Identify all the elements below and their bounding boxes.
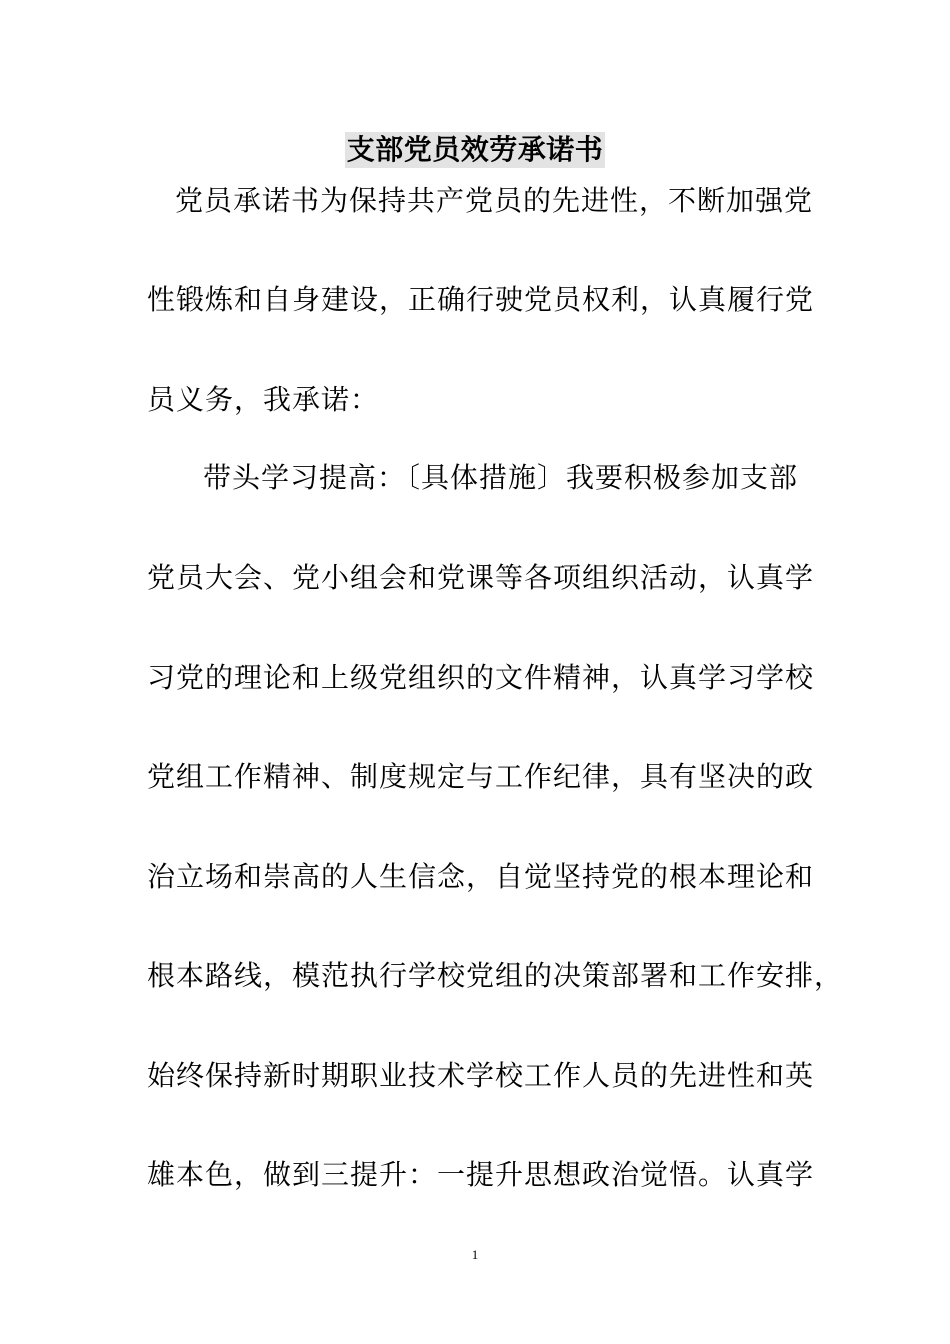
body-line-1: 党员承诺书为保持共产党员的先进性，不断加强党 xyxy=(175,184,814,217)
body-line-2: 性锻炼和自身建设，正确行驶党员权利，认真履行党 xyxy=(147,283,815,316)
body-line-11: 雄本色，做到三提升：一提升思想政治觉悟。认真学 xyxy=(147,1158,815,1191)
body-line-10: 始终保持新时期职业技术学校工作人员的先进性和英 xyxy=(147,1059,815,1092)
body-line-6: 习党的理论和上级党组织的文件精神，认真学习学校 xyxy=(147,661,815,694)
body-line-3: 员义务，我承诺： xyxy=(147,383,380,416)
body-line-9: 根本路线，模范执行学校党组的决策部署和工作安排， xyxy=(147,959,844,992)
body-line-4: 带头学习提高：〔具体措施〕我要积极参加支部 xyxy=(203,461,799,494)
page-number: 1 xyxy=(471,1247,479,1262)
body-line-5: 党员大会、党小组会和党课等各项组织活动，认真学 xyxy=(147,561,815,594)
title-container xyxy=(0,132,950,168)
document-title: 支部党员效劳承诺书 xyxy=(346,133,604,166)
body-line-8: 治立场和崇高的人生信念，自觉坚持党的根本理论和 xyxy=(147,860,815,893)
body-line-7: 党组工作精神、制度规定与工作纪律，具有坚决的政 xyxy=(147,760,815,793)
